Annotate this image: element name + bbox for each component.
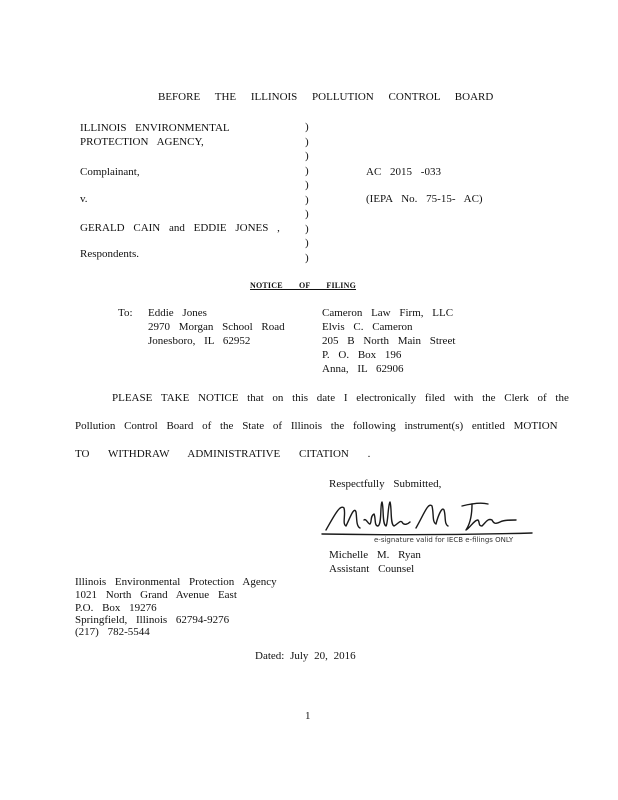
- paren: ): [305, 121, 309, 133]
- complainant-label: Complainant,: [80, 166, 140, 178]
- signature-image: [320, 494, 534, 542]
- paren: ): [305, 179, 309, 191]
- recipient1-line: 2970 Morgan School Road: [148, 321, 285, 333]
- paren: ): [305, 251, 309, 264]
- court-title: BEFORE THE ILLINOIS POLLUTION CONTROL BOARD: [158, 91, 494, 103]
- complainant-name-line2: PROTECTION AGENCY,: [80, 136, 204, 148]
- respondents-label: Respondents.: [80, 248, 139, 260]
- esignature-note: e-signature valid for IECB e-filings ONLY: [374, 536, 514, 544]
- agency-address-line: P.O. Box 19276: [75, 602, 157, 614]
- body-line-2: Pollution Control Board of the State of Illinois the following instrument(s) entitled MOTION: [75, 420, 558, 432]
- paren: ): [305, 193, 309, 206]
- agency-address-line: Springfield, Illinois 62794-9276: [75, 614, 230, 626]
- caption-parentheses: [305, 120, 313, 265]
- paren: ): [305, 222, 309, 235]
- handwritten-signature-icon: [320, 494, 534, 542]
- versus-label: v.: [80, 193, 88, 205]
- recipient2-line: Anna, IL 62906: [322, 363, 404, 375]
- closing-text: Respectfully Submitted,: [329, 478, 442, 490]
- notice-title: NOTICE OF FILING: [250, 281, 357, 290]
- body-line-1: PLEASE TAKE NOTICE that on this date I electronically filed with the Clerk of the: [112, 392, 569, 404]
- recipient2-line: Elvis C. Cameron: [322, 321, 413, 333]
- agency-address-line: 1021 North Grand Avenue East: [75, 589, 237, 601]
- paren: ): [305, 237, 309, 249]
- case-number: AC 2015 -033: [366, 166, 441, 178]
- respondents-names: GERALD CAIN and EDDIE JONES ,: [80, 222, 280, 234]
- complainant-name-line1: ILLINOIS ENVIRONMENTAL: [80, 122, 230, 134]
- agency-address-line: (217) 782-5544: [75, 626, 150, 638]
- signer-title: Assistant Counsel: [329, 563, 415, 575]
- agency-address-line: Illinois Environmental Protection Agency: [75, 576, 277, 588]
- body-line-3: TO WITHDRAW ADMINISTRATIVE CITATION .: [75, 448, 371, 460]
- paren: ): [305, 135, 309, 148]
- iepa-number: (IEPA No. 75-15- AC): [366, 193, 483, 205]
- paren: ): [305, 208, 309, 220]
- recipient2-line: Cameron Law Firm, LLC: [322, 307, 454, 319]
- signer-name: Michelle M. Ryan: [329, 549, 421, 561]
- paren: ): [305, 164, 309, 177]
- page-number: 1: [305, 710, 311, 722]
- recipient2-line: P. O. Box 196: [322, 349, 402, 361]
- recipient1-line: Eddie Jones: [148, 307, 207, 319]
- recipient2-line: 205 B North Main Street: [322, 335, 456, 347]
- to-label: To:: [118, 307, 133, 319]
- dated-line: Dated: July 20, 2016: [255, 650, 356, 662]
- paren: ): [305, 150, 309, 162]
- recipient1-line: Jonesboro, IL 62952: [148, 335, 251, 347]
